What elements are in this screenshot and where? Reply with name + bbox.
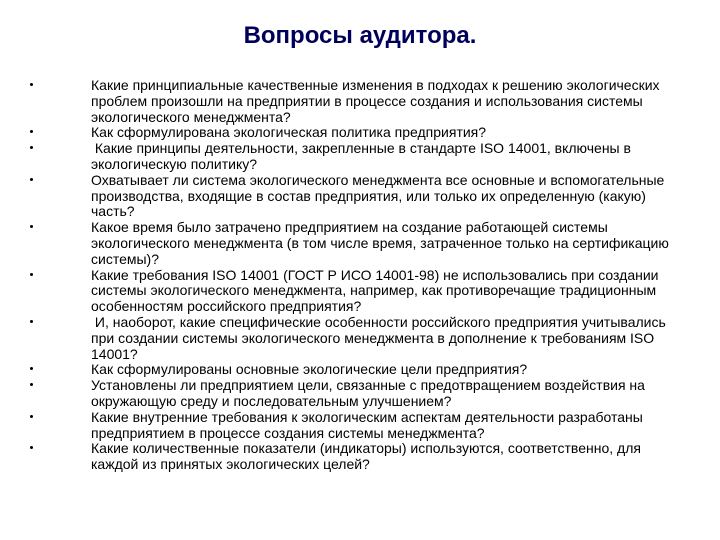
list-item: [0, 220, 720, 267]
question-text: Какое время было затрачено предприятием на создание работающей системы экологического менеджмента (в том числе время, затраченное только на сертификацию системы)?: [91, 219, 669, 267]
question-list: [0, 78, 720, 473]
list-item: [0, 173, 720, 220]
list-item: [0, 441, 720, 473]
slide-title: Вопросы аудитора.: [243, 22, 477, 49]
bullet-icon: [30, 273, 33, 276]
bullet-icon: [30, 146, 33, 149]
list-item: [0, 315, 720, 362]
list-item: [0, 78, 720, 125]
question-text: Какие принципиальные качественные изменения в подходах к решению экологических проблем произошли на предприятии в процессе создания и использования системы экологического менеджмента?: [91, 77, 660, 125]
question-text: Как сформулированы основные экологические цели предприятия?: [91, 361, 528, 378]
bullet-icon: [30, 178, 33, 181]
bullet-icon: [30, 83, 33, 86]
question-text: Охватывает ли система экологического менеджмента все основные и вспомогательные производства, входящие в состав предприятия, или только их определенную (какую) часть?: [91, 171, 665, 220]
list-item: [0, 378, 720, 410]
question-text: Какие количественные показатели (индикаторы) используются, соответственно, для каждой из принятых экологических целей?: [91, 440, 641, 473]
question-text: Какие внутренние требования к экологическим аспектам деятельности разработаны предприятием в процессе создания системы менеджмента?: [91, 408, 643, 441]
bullet-icon: [30, 383, 33, 386]
list-item: [0, 125, 720, 141]
question-text: Как сформулирована экологическая политика предприятия?: [91, 124, 487, 141]
question-text: Какие принципы деятельности, закрепленные в стандарте ISO 14001, включены в экологическую политику?: [91, 140, 635, 172]
bullet-icon: [30, 130, 33, 133]
bullet-icon: [30, 415, 33, 418]
list-item: [0, 141, 720, 173]
list-item: [0, 362, 720, 378]
question-text: И, наоборот, какие специфические особенности российского предприятия учитывались при создании системы экологического менеджмента в дополнение к требованиям ISO 14001?: [91, 313, 670, 362]
bullet-icon: [30, 225, 33, 228]
bullet-icon: [30, 446, 33, 449]
bullet-icon: [30, 320, 33, 323]
list-item: [0, 268, 720, 315]
bullet-icon: [30, 367, 33, 370]
list-item: [0, 410, 720, 442]
question-text: Какие требования ISO 14001 (ГОСТ Р ИСО 14001-98) не использовались при создании системы экологического менеджмента, например, как противоречащие традиционным особенностям российского предприятия?: [91, 266, 659, 315]
question-text: Установлены ли предприятием цели, связанные с предотвращением воздействия на окружающую среду и последовательным улучшением?: [91, 377, 645, 409]
